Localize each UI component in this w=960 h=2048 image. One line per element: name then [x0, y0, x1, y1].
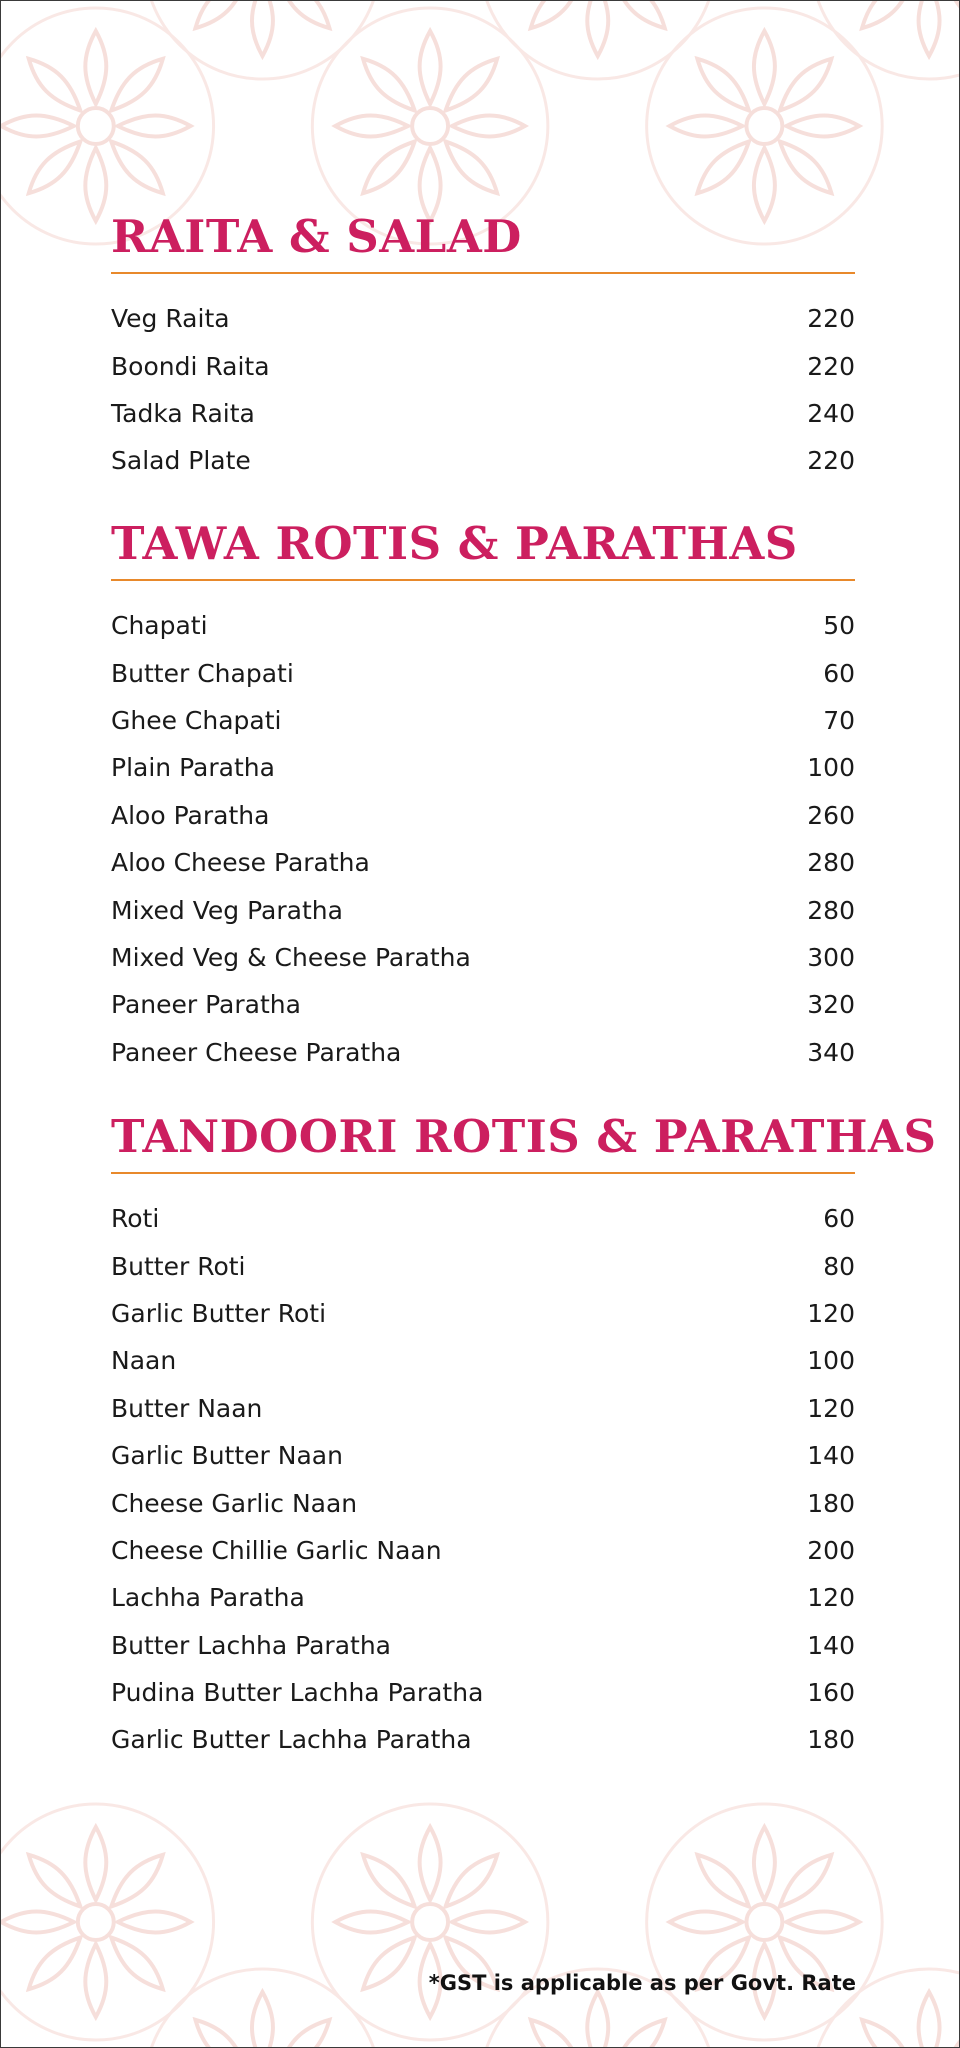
- item-price: 300: [807, 942, 855, 972]
- item-price: 120: [807, 1393, 855, 1423]
- item-name: Plain Paratha: [111, 753, 275, 783]
- item-price: 140: [807, 1441, 855, 1471]
- item-name: Garlic Butter Roti: [111, 1298, 327, 1328]
- item-name: Aloo Paratha: [111, 800, 270, 830]
- item-name: Mixed Veg Paratha: [111, 895, 343, 925]
- item-price: 60: [823, 1204, 855, 1234]
- item-price: 220: [807, 304, 855, 334]
- item-name: Salad Plate: [111, 446, 251, 476]
- item-name: Butter Naan: [111, 1393, 263, 1423]
- menu-item: [111, 1290, 855, 1337]
- menu-item: [111, 649, 855, 696]
- item-price: 200: [807, 1535, 855, 1565]
- menu-item: [111, 1337, 855, 1384]
- item-price: 180: [807, 1488, 855, 1518]
- item-price: 50: [823, 611, 855, 641]
- item-price: 220: [807, 351, 855, 381]
- menu-item: [111, 1029, 855, 1076]
- item-name: Butter Roti: [111, 1251, 246, 1281]
- section-tandoori-rotis-parathas: [111, 1109, 937, 1764]
- gst-footnote: *GST is applicable as per Govt. Rate: [428, 1971, 856, 1995]
- menu-item: [111, 1622, 855, 1669]
- section-title: RAITA & SALAD: [111, 210, 522, 263]
- menu-item: [111, 697, 855, 744]
- menu-item: [111, 295, 855, 342]
- item-name: Cheese Chillie Garlic Naan: [111, 1535, 442, 1565]
- item-list: [111, 1195, 855, 1764]
- menu-item: [111, 1195, 855, 1242]
- item-name: Boondi Raita: [111, 351, 270, 381]
- menu-item: [111, 1669, 855, 1716]
- menu-item: [111, 1716, 855, 1763]
- item-price: 60: [823, 658, 855, 688]
- item-name: Roti: [111, 1204, 160, 1234]
- menu-item: [111, 1479, 855, 1526]
- item-price: 320: [807, 990, 855, 1020]
- item-name: Garlic Butter Lachha Paratha: [111, 1725, 472, 1755]
- item-price: 120: [807, 1298, 855, 1328]
- menu-item: [111, 792, 855, 839]
- section-divider: [111, 1172, 855, 1174]
- menu-item: [111, 1574, 855, 1621]
- item-price: 340: [807, 1037, 855, 1067]
- item-name: Naan: [111, 1346, 177, 1376]
- item-price: 220: [807, 446, 855, 476]
- item-price: 260: [807, 800, 855, 830]
- item-price: 280: [807, 895, 855, 925]
- section-title: TAWA ROTIS & PARATHAS: [111, 517, 798, 570]
- item-name: Mixed Veg & Cheese Paratha: [111, 942, 471, 972]
- item-name: Paneer Cheese Paratha: [111, 1037, 402, 1067]
- menu-item: [111, 886, 855, 933]
- item-name: Ghee Chapati: [111, 705, 282, 735]
- menu-item: [111, 1385, 855, 1432]
- item-price: 120: [807, 1583, 855, 1613]
- menu-item: [111, 342, 855, 389]
- menu-item: [111, 839, 855, 886]
- section-divider: [111, 272, 855, 274]
- item-price: 180: [807, 1725, 855, 1755]
- mandala-pattern-icon: [1, 1747, 959, 2047]
- menu-item: [111, 1242, 855, 1289]
- item-name: Garlic Butter Naan: [111, 1441, 343, 1471]
- item-name: Aloo Cheese Paratha: [111, 848, 370, 878]
- item-list: [111, 295, 855, 485]
- item-name: Veg Raita: [111, 304, 230, 334]
- menu-item: [111, 981, 855, 1028]
- menu-item: [111, 437, 855, 484]
- item-name: Butter Lachha Paratha: [111, 1630, 391, 1660]
- menu-item: [111, 744, 855, 791]
- item-price: 280: [807, 848, 855, 878]
- menu-item: [111, 1432, 855, 1479]
- item-name: Butter Chapati: [111, 658, 294, 688]
- section-title: TANDOORI ROTIS & PARATHAS: [111, 1110, 937, 1163]
- item-price: 100: [807, 1346, 855, 1376]
- item-name: Paneer Paratha: [111, 990, 301, 1020]
- item-name: Lachha Paratha: [111, 1583, 305, 1613]
- item-price: 160: [807, 1678, 855, 1708]
- item-list: [111, 602, 855, 1076]
- section-tawa-rotis-parathas: [111, 516, 855, 1076]
- item-price: 80: [823, 1251, 855, 1281]
- item-price: 140: [807, 1630, 855, 1660]
- item-price: 100: [807, 753, 855, 783]
- item-price: 240: [807, 398, 855, 428]
- item-price: 70: [823, 705, 855, 735]
- menu-item: [111, 934, 855, 981]
- item-name: Pudina Butter Lachha Paratha: [111, 1678, 484, 1708]
- item-name: Chapati: [111, 611, 208, 641]
- menu-item: [111, 1527, 855, 1574]
- item-name: Tadka Raita: [111, 398, 255, 428]
- item-name: Cheese Garlic Naan: [111, 1488, 358, 1518]
- menu-item: [111, 390, 855, 437]
- section-raita-salad: [111, 209, 855, 485]
- section-divider: [111, 579, 855, 581]
- floral-pattern-bottom: [1, 1747, 959, 2047]
- menu-item: [111, 602, 855, 649]
